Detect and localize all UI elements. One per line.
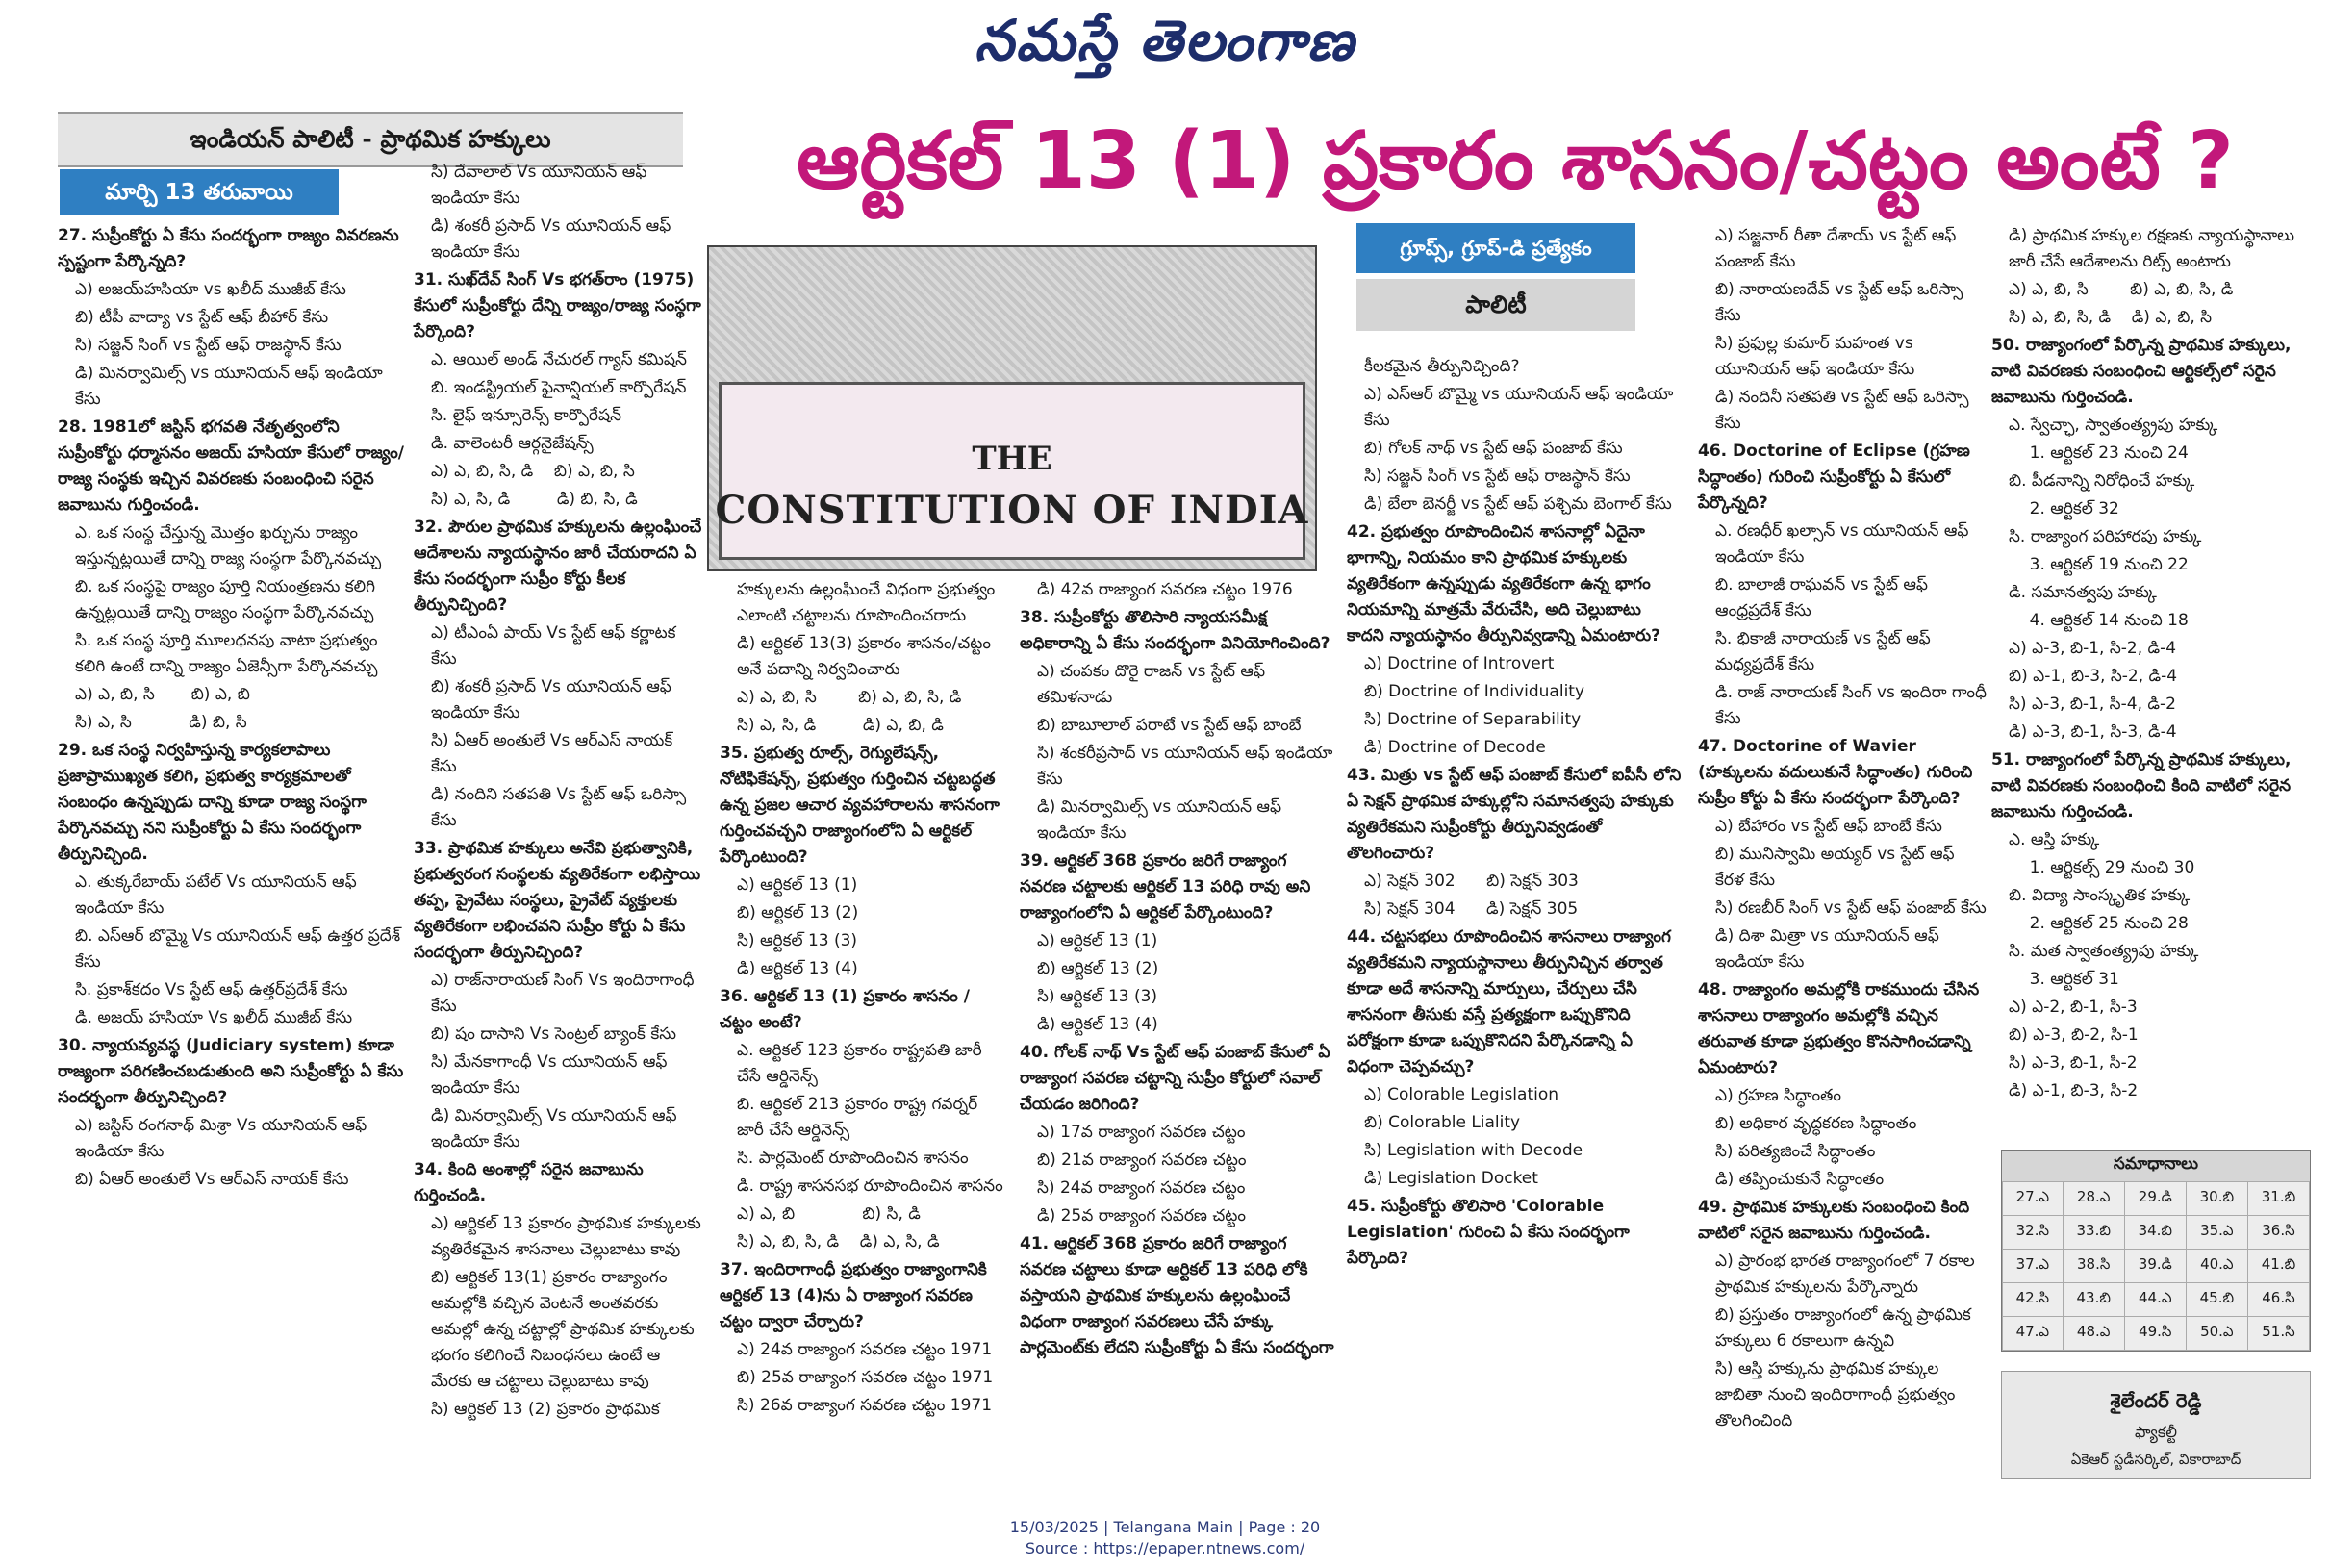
text-column-1	[58, 223, 410, 1474]
author-role: ఫ్యాకల్టీ	[2135, 1423, 2177, 1441]
answer-cell: 46.సి	[2247, 1283, 2309, 1317]
option-text: బి) 25వ రాజ్యాంగ సవరణ చట్టం 1971	[737, 1368, 994, 1387]
text-column-3	[720, 577, 1008, 1477]
option-text: 3. ఆర్టికల్ 31	[2009, 970, 2119, 989]
option-text: ఎ) జస్టిస్ రంగనాథ్ మిశ్రా Vs యూనియన్ ఆఫ్ ఇండియా కేసు	[75, 1116, 372, 1161]
question-text: 30. న్యాయవ్యవస్థ (Judiciary system) కూడా రాజ్యంగా పరిగణించబడుతుంది అని సుప్రీంకోర్టు ఏ కేసు సందర్భంగా తీర్పునిచ్చింది?	[58, 1036, 410, 1107]
question-text: 42. ప్రభుత్వం రూపొందించిన శాసనాల్లో ఏదైనా భాగాన్ని, నియమం కాని ప్రాథమిక హక్కులకు వ్యతిరేకంగా ఉన్నప్పుడు వ్యతిరేకంగా ఉన్న భాగం నియమాన్ని మాత్రమే వేరుచేసి, అది చెల్లుబాటు కాదని న్యాయస్థానం తీర్పునివ్వడాన్ని ఏమంటారు?	[1347, 522, 1660, 645]
question-text: 48. రాజ్యాంగం అమల్లోకి రాకముందు చేసిన శాసనాలు రాజ్యాంగం అమల్లోకి వచ్చిన తరువాత కూడా ప్రభుత్వం కొనసాగించడాన్ని ఏమంటారు?	[1698, 980, 1986, 1077]
option-text: బి. ఒక సంస్థపై రాజ్యం పూర్తి నియంత్రణను కలిగి ఉన్నట్లయితే దాన్ని రాజ్యం సంస్థగా పేర్కొనవచ్చు	[75, 577, 381, 622]
subject-tag: పాలిటీ	[1356, 279, 1635, 331]
option-text: డి) మినర్వామిల్స్ Vs యూనియన్ ఆఫ్ ఇండియా కేసు	[431, 1106, 683, 1151]
option-text: ఎ) ఎ, బి, సి, డి బి) ఎ, బి, సి	[431, 462, 635, 481]
option-text: ఎ) Doctrine of Introvert	[1364, 654, 1555, 673]
option-text: డి) ప్రాథమిక హక్కుల రక్షణకు న్యాయస్థానాలు జారీ చేసే ఆదేశాలను రిట్స్ అంటారు	[2009, 226, 2300, 271]
question-text: 51. రాజ్యాంగంలో పేర్కొన్న ప్రాథమిక హక్కులు, వాటి వివరణకు సంబంధించి కింది వాటిలో సరైన జవాబును గుర్తించండి.	[1991, 750, 2297, 822]
option-text: బి. విద్యా సాంస్కృతిక హక్కు	[2009, 886, 2191, 905]
option-text: బి) శంకరీ ప్రసాద్ Vs యూనియన్ ఆఫ్ ఇండియా కేసు	[431, 677, 677, 722]
option-text: సి. పార్లమెంట్ రూపొందించిన శాసనం	[737, 1149, 969, 1168]
text-column-4	[1020, 577, 1337, 1477]
option-text: డి) Doctrine of Decode	[1364, 738, 1546, 757]
answer-cell: 32.సి	[2003, 1216, 2064, 1250]
option-text: డి) శంకరీ ప్రసాద్ Vs యూనియన్ ఆఫ్ ఇండియా కేసు	[431, 216, 676, 262]
option-text: సి) Legislation with Decode	[1364, 1141, 1583, 1160]
answer-cell: 45.బి	[2186, 1283, 2247, 1317]
section-title: ఇండియన్ పాలిటీ - ప్రాథమిక హక్కులు	[58, 112, 683, 167]
option-text: సి) Doctrine of Separability	[1364, 710, 1582, 729]
answer-row	[2003, 1216, 2310, 1250]
answer-cell: 37.ఎ	[2003, 1250, 2064, 1283]
question-text: 34. కింది అంశాల్లో సరైన జవాబును గుర్తించండి.	[414, 1160, 649, 1205]
option-text: సి. లైఫ్ ఇన్సూరెన్స్ కార్పొరేషన్	[431, 406, 622, 425]
answer-cell: 39.డి	[2124, 1250, 2186, 1283]
option-text: డి) తప్పించుకునే సిద్ధాంతం	[1715, 1170, 1885, 1189]
option-text: బి) మునిస్వామి అయ్యర్ vs స్టేట్ ఆఫ్ కేరళ కేసు	[1715, 845, 1961, 890]
option-text: సి) ఆస్తి హక్కును ప్రాథమిక హక్కుల జాబితా నుంచి ఇందిరాగాంధీ ప్రభుత్వం తొలగించింది	[1715, 1359, 1961, 1430]
option-text: 1. ఆర్టికల్ 23 నుంచి 24	[2009, 443, 2189, 463]
continuation-tag: మార్చి 13 తరువాయి	[60, 169, 339, 215]
question-text: 28. 1981లో జస్టిస్ భగవతి నేతృత్వంలోని సుప్రీంకోర్టు ధర్మాసనం అజయ్ హసియా కేసులో రాజ్యం/రాజ్య సంస్థకు ఇచ్చిన వివరణకు సంబంధించి సరైన జవాబును గుర్తించండి.	[58, 417, 404, 515]
option-text: బి) ప్రస్తుతం రాజ్యాంగంలో ఉన్న ప్రాథమిక హక్కులు 6 రకాలుగా ఉన్నవి	[1715, 1305, 1977, 1351]
option-text: ఎ. ఆర్టికల్ 123 ప్రకారం రాష్ట్రపతి జారీ చేసే ఆర్డినెన్స్	[737, 1041, 988, 1086]
answer-cell: 30.బి	[2186, 1182, 2247, 1216]
answer-row	[2003, 1182, 2310, 1216]
option-text: డి) Legislation Docket	[1364, 1169, 1538, 1188]
option-text: డి) ఆర్టికల్ 13 (4)	[1037, 1015, 1158, 1034]
option-text: బి) బాబూలాల్ పరాటే vs స్టేట్ ఆఫ్ బాంబే	[1037, 716, 1302, 735]
option-text: సి) ఎ, బి, సి, డి డి) ఎ, బి, సి	[2009, 308, 2213, 327]
option-text: సి. ఒక సంస్థ పూర్తి మూలధనపు వాటా ప్రభుత్వం కలిగి ఉంటే దాన్ని రాజ్యం ఏజెన్సీగా పేర్కొనవచ్చు	[75, 631, 383, 676]
option-text: బి. ఆర్టికల్ 213 ప్రకారం రాష్ట్ర గవర్నర్ జారీ చేసే ఆర్డినెన్స్	[737, 1095, 983, 1140]
question-text: 37. ఇందిరాగాంధీ ప్రభుత్వం రాజ్యాంగానికి ఆర్టికల్ 13 (4)ను ఏ రాజ్యాంగ సవరణ చట్టం ద్వారా చేర్చారు?	[720, 1260, 993, 1331]
answer-cell: 43.బి	[2063, 1283, 2124, 1317]
option-text: డి) దిశా మిత్రా vs యూనియన్ ఆఫ్ ఇండియా కేసు	[1715, 926, 1945, 972]
option-text: డి) ఎ-3, బి-1, సి-3, డి-4	[2009, 722, 2177, 742]
newspaper-masthead: నమస్తే తెలంగాణ	[975, 8, 1355, 73]
option-text: సి) రణబీర్ సింగ్ vs స్టేట్ ఆఫ్ పంజాబ్ కేసు	[1715, 898, 1987, 918]
option-text: 2. ఆర్టికల్ 25 నుంచి 28	[2009, 914, 2189, 933]
option-text: డి) ఆర్టికల్ 13(3) ప్రకారం శాసనం/చట్టం అనే పదాన్ని నిర్వచించారు	[737, 634, 997, 679]
answer-cell: 40.ఎ	[2186, 1250, 2247, 1283]
option-text: ఎ) సెక్షన్ 302 బి) సెక్షన్ 303	[1364, 872, 1579, 891]
question-text: 41. ఆర్టికల్ 368 ప్రకారం జరిగే రాజ్యాంగ సవరణ చట్టాలు కూడా ఆర్టికల్ 13 పరిధి లోకి వస్తాయని ప్రాథమిక హక్కులను ఉల్లంఘించే విధంగా రాజ్యాంగ సవరణలు చేసే హక్కు పార్లమెంట్‌కు లేదని సుప్రీంకోర్టు ఏ కేసు సందర్భంగా	[1020, 1234, 1334, 1357]
answer-key-title: సమాధానాలు	[2002, 1151, 2310, 1181]
option-text: కీలకమైన తీర్పునిచ్చింది?	[1364, 357, 1520, 376]
answer-cell: 35.ఎ	[2186, 1216, 2247, 1250]
option-text: డి. సమానత్వపు హక్కు	[2009, 583, 2157, 602]
option-text: బి) ఆర్టికల్ 13 (2)	[737, 903, 859, 923]
text-column-2	[414, 160, 708, 1468]
option-text: సి) ఆర్టికల్ 13 (2) ప్రకారం ప్రాథమిక	[431, 1400, 660, 1419]
option-text: డి) ఆర్టికల్ 13 (4)	[737, 959, 858, 978]
answer-cell: 44.ఎ	[2124, 1283, 2186, 1317]
option-text: సి) ఎ, సి డి) బి, సి	[75, 713, 247, 732]
footer-date-page: 15/03/2025 | Telangana Main | Page : 20	[1009, 1518, 1321, 1536]
option-text: బి. ఎస్ఆర్ బొమ్మై Vs యూనియన్ ఆఫ్ ఉత్తర ప్రదేశ్ కేసు	[75, 926, 406, 972]
option-text: ఎ) ఎస్ఆర్ బొమ్మై vs యూనియన్ ఆఫ్ ఇండియా కేసు	[1364, 385, 1679, 430]
option-text: సి. ప్రకాశ్‌కదం Vs స్టేట్ ఆఫ్ ఉత్తర్‌ప్రదేశ్ కేసు	[75, 980, 348, 999]
option-text: 4. ఆర్టికల్ 14 నుంచి 18	[2009, 611, 2189, 630]
option-text: డి. వాలెంటరీ ఆర్గనైజేషన్స్	[431, 434, 594, 453]
option-text: సి) ఆర్టికల్ 13 (3)	[737, 931, 858, 950]
option-text: బి. ఇండస్ట్రియల్ ఫైనాన్షియల్ కార్పొరేషన్	[431, 378, 687, 397]
answer-cell: 31.బి	[2247, 1182, 2309, 1216]
question-text: 36. ఆర్టికల్ 13 (1) ప్రకారం శాసనం / చట్టం అంటే?	[720, 987, 975, 1032]
question-text: 38. సుప్రీంకోర్టు తొలిసారి న్యాయసమీక్ష అధికారాన్ని ఏ కేసు సందర్భంగా వినియోగించింది?	[1020, 608, 1330, 653]
footer-source: Source : https://epaper.ntnews.com/	[1025, 1539, 1305, 1557]
question-text: 29. ఒక సంస్థ నిర్వహిస్తున్న కార్యకలాపాలు ప్రజాప్రాముఖ్యత కలిగి, ప్రభుత్వ కార్యక్రమాలతో సంబంధం ఉన్నప్పుడు దాన్ని కూడా రాజ్య సంస్థగా పేర్కొనవచ్చు నని సుప్రీంకోర్టు ఏ కేసు సందర్భంగా తీర్పునిచ్చింది.	[58, 741, 372, 864]
option-text: ఎ) ఆర్టికల్ 13 ప్రకారం ప్రాథమిక హక్కులకు వ్యతిరేకమైన శాసనాలు చెల్లుబాటు కావు	[431, 1214, 707, 1259]
option-text: డి. రాష్ట్ర శాసనసభ రూపొందించిన శాసనం	[737, 1176, 1003, 1196]
option-text: బి) Doctrine of Individuality	[1364, 682, 1585, 701]
question-text: 45. సుప్రీంకోర్టు తొలిసారి 'Colorable Legislation' గురించి ఏ కేసు సందర్భంగా పేర్కొంది?	[1347, 1197, 1635, 1268]
option-text: ఎ) టీఎంఏ పాయ్ Vs స్టేట్ ఆఫ్ కర్ణాటక కేసు	[431, 623, 681, 669]
answer-row	[2003, 1283, 2310, 1317]
question-text: 40. గోలక్ నాథ్ Vs స్టేట్ ఆఫ్ పంజాబ్ కేసులో ఏ రాజ్యాంగ సవరణ చట్టాన్ని సుప్రీం కోర్టులో సవాల్ చేయడం జరిగింది?	[1020, 1043, 1336, 1114]
image-text-constitution: CONSTITUTION OF INDIA	[715, 488, 1309, 533]
option-text: ఎ. రణధీర్ ఖల్సాన్ vs యూనియన్ ఆఫ్ ఇండియా కేసు	[1715, 521, 1974, 567]
author-box	[2001, 1371, 2311, 1479]
question-text: 50. రాజ్యాంగంలో పేర్కొన్న ప్రాథమిక హక్కులు, వాటి వివరణకు సంబంధించి ఆర్టికల్స్‌లో సరైన జవాబును గుర్తించండి.	[1991, 336, 2297, 407]
image-text-the: THE	[972, 440, 1052, 478]
answer-key-table	[2002, 1181, 2310, 1351]
option-text: బి) 21వ రాజ్యాంగ సవరణ చట్టం	[1037, 1151, 1247, 1170]
answer-row	[2003, 1317, 2310, 1351]
option-text: ఎ) 24వ రాజ్యాంగ సవరణ చట్టం 1971	[737, 1340, 993, 1359]
option-text: ఎ) గ్రహణ సిద్ధాంతం	[1715, 1086, 1841, 1105]
option-text: బి) నారాయణదేవ్ vs స్టేట్ ఆఫ్ ఒరిస్సా కేసు	[1715, 280, 1968, 325]
question-text: 39. ఆర్టికల్ 368 ప్రకారం జరిగే రాజ్యాంగ సవరణ చట్టాలకు ఆర్టికల్ 13 పరిధి రావు అని రాజ్యాంగంలోని ఏ ఆర్టికల్ పేర్కొంటుంది?	[1020, 851, 1317, 923]
text-column-5	[1347, 354, 1687, 1479]
option-text: హక్కులను ఉల్లంఘించే విధంగా ప్రభుత్వం ఎలాంటి చట్టాలను రూపొందించరాదు	[737, 580, 1000, 625]
option-text: సి) ఎ, బి, సి, డి డి) ఎ, సి, డి	[737, 1232, 940, 1252]
option-text: ఎ) చంపకం దొరై రాజన్ vs స్టేట్ ఆఫ్ తమిళనాడు	[1037, 662, 1271, 707]
question-text: 31. సుఖ్‌దేవ్ సింగ్ Vs భగత్‌రాం (1975) కేసులో సుప్రీంకోర్టు దేన్ని రాజ్యం/రాజ్య సంస్థగా పేర్కొంది?	[414, 270, 707, 341]
option-text: ఎ) బేహారం vs స్టేట్ ఆఫ్ బాంబే కేసు	[1715, 817, 1942, 836]
option-text: ఎ) 17వ రాజ్యాంగ సవరణ చట్టం	[1037, 1123, 1246, 1142]
author-organization: ఏకెఆర్ స్టడీసర్కిల్, వికారాబాద్	[2070, 1451, 2241, 1468]
option-text: బి) టీపీ వాద్యా vs స్టేట్ ఆఫ్ బీహార్ కేసు	[75, 308, 329, 327]
option-text: ఎ. తుక్కరేబాయ్ పటేల్ Vs యూనియన్ ఆఫ్ ఇండియా కేసు	[75, 873, 363, 918]
option-text: 3. ఆర్టికల్ 19 నుంచి 22	[2009, 555, 2189, 574]
option-text: ఎ) ఎ, బి బి) సి, డి	[737, 1204, 921, 1224]
option-text: బి) Colorable Liality	[1364, 1113, 1521, 1132]
question-text: 35. ప్రభుత్వ రూల్స్, రెగ్యులేషన్స్, నోటిఫికేషన్స్, ప్రభుత్వం గుర్తించిన చట్టబద్ధత ఉన్న ప్రజల ఆచార వ్యవహారాలను శాసనంగా గుర్తించవచ్చని రాజ్యాంగంలోని ఏ ఆర్టికల్ పేర్కొంటుంది?	[720, 744, 1005, 867]
option-text: సి) శంకరీప్రసాద్ vs యూనియన్ ఆఫ్ ఇండియా కేసు	[1037, 744, 1338, 789]
option-text: సి) సెక్షన్ 304 డి) సెక్షన్ 305	[1364, 899, 1579, 919]
option-text: సి) సజ్జన్ సింగ్ vs స్టేట్ ఆఫ్ రాజస్థాన్ కేసు	[75, 336, 342, 355]
option-text: డి) ఎ-1, బి-3, సి-2	[2009, 1081, 2139, 1100]
answer-cell: 41.బి	[2247, 1250, 2309, 1283]
option-text: సి) సజ్జన్ సింగ్ vs స్టేట్ ఆఫ్ రాజస్థాన్ కేసు	[1364, 467, 1631, 486]
option-text: ఎ) ఎ, బి, సి బి) ఎ, బి, సి, డి	[2009, 280, 2234, 299]
answer-cell: 27.ఎ	[2003, 1182, 2064, 1216]
answer-key-box	[2001, 1150, 2311, 1352]
option-text: బి) గోలక్ నాథ్ vs స్టేట్ ఆఫ్ పంజాబ్ కేసు	[1364, 439, 1623, 458]
answer-cell: 48.ఎ	[2063, 1317, 2124, 1351]
option-text: సి) పరిత్యజించే సిద్ధాంతం	[1715, 1142, 1876, 1161]
option-text: సి. భికాజీ నారాయణ్ vs స్టేట్ ఆఫ్ మధ్యప్రదేశ్ కేసు	[1715, 629, 1937, 674]
question-text: 33. ప్రాథమిక హక్కులు అనేవి ప్రభుత్వానికి, ప్రభుత్వరంగ సంస్థలకు వ్యతిరేకంగా లభిస్తాయి తప్ప, ప్రైవేటు సంస్థలు, ప్రైవేట్ వ్యక్తులకు వ్యతిరేకంగా లభించవని సుప్రీం కోర్టు ఏ కేసు సందర్భంగా తీర్పునిచ్చింది?	[414, 839, 706, 962]
page-footer	[0, 1517, 2330, 1559]
constitution-cover-image	[707, 245, 1317, 571]
option-text: సి) మేనకాగాంధీ Vs యూనియన్ ఆఫ్ ఇండియా కేసు	[431, 1052, 672, 1098]
option-text: ఎ. ఆస్తి హక్కు	[2009, 830, 2100, 849]
option-text: డి. రాజ్ నారాయణ్ సింగ్ vs ఇందిరా గాంధీ కేసు	[1715, 683, 1992, 728]
answer-cell: 29.డి	[2124, 1182, 2186, 1216]
option-text: డి) మినర్వామిల్స్ vs యూనియన్ ఆఫ్ ఇండియా కేసు	[75, 364, 389, 409]
answer-cell: 36.సి	[2247, 1216, 2309, 1250]
option-text: డి) నందినీ సతపతి vs స్టేట్ ఆఫ్ ఒరిస్సా కేసు	[1715, 388, 1974, 433]
option-text: సి) దేవాలాల్ Vs యూనియన్ ఆఫ్ ఇండియా కేసు	[431, 163, 652, 208]
question-text: 46. Doctorine of Eclipse (గ్రహణ సిద్ధాంతం) గురించి సుప్రీంకోర్టు ఏ కేసులో పేర్కొన్నది?	[1698, 442, 1976, 513]
option-text: డి) మినర్వామిల్స్ vs యూనియన్ ఆఫ్ ఇండియా కేసు	[1037, 797, 1287, 843]
question-text: 49. ప్రాథమిక హక్కులకు సంబంధించి కింది వాటిలో సరైన జవాబును గుర్తించండి.	[1698, 1198, 1976, 1243]
option-text: డి) 25వ రాజ్యాంగ సవరణ చట్టం	[1037, 1206, 1247, 1226]
question-text: 32. పౌరుల ప్రాథమిక హక్కులను ఉల్లంఘించే ఆదేశాలను న్యాయస్థానం జారీ చేయరాదని ఏ కేసు సందర్భంగా సుప్రీం కోర్టు కీలక తీర్పునిచ్చింది?	[414, 518, 708, 615]
option-text: ఎ. స్వేచ్ఛా, స్వాతంత్య్రపు హక్కు	[2009, 416, 2218, 435]
option-text: ఎ. ఒక సంస్థ చేస్తున్న మొత్తం ఖర్చును రాజ్యం ఇస్తున్నట్లయితే దాన్ని రాజ్య సంస్థగా పేర్కొనవచ్చు	[75, 523, 382, 569]
question-text: 44. చట్టసభలు రూపొందించిన శాసనాలు రాజ్యాంగ వ్యతిరేకమని న్యాయస్థానాలు తీర్పునిచ్చిన తర్వాత కూడా అదే శాసనాన్ని మార్పులు, చేర్పులు చేసి శాసనంగా తీసుకు వస్తే ప్రత్యక్షంగా ఒప్పుకొనిది పరోక్షంగా కూడా ఒప్పుకొనిదని పేర్కొనడాన్ని ఏ విధంగా చెప్పవచ్చు?	[1347, 927, 1677, 1076]
option-text: బి) ఎ-3, బి-2, సి-1	[2009, 1025, 2139, 1045]
option-text: సి. మత స్వాతంత్య్రపు హక్కు	[2009, 942, 2199, 961]
option-text: ఎ) ఆర్టికల్ 13 (1)	[1037, 931, 1158, 950]
option-text: బి) ఆర్టికల్ 13 (2)	[1037, 959, 1159, 978]
option-text: సి) 26వ రాజ్యాంగ సవరణ చట్టం 1971	[737, 1396, 993, 1415]
answer-cell: 51.సి	[2247, 1317, 2309, 1351]
option-text: 2. ఆర్టికల్ 32	[2009, 499, 2119, 518]
option-text: ఎ) రాజ్‌నారాయణ్ సింగ్ Vs ఇందిరాగాంధీ కేసు	[431, 971, 699, 1016]
option-text: బి) ఆర్టికల్ 13(1) ప్రకారం రాజ్యాంగం అమల్లోకి వచ్చిన వెంటనే అంతవరకు అమల్లో ఉన్న చట్టాల్లో ప్రాథమిక హక్కులకు భంగం కలిగించే నిబంధనలు ఉంటే ఆ మేరకు ఆ చట్టాలు చెల్లుబాటు కావు	[431, 1268, 699, 1391]
answer-cell: 34.బి	[2124, 1216, 2186, 1250]
answer-cell: 33.బి	[2063, 1216, 2124, 1250]
option-text: డి. అజయ్ హసియా Vs ఖలీద్ ముజీబ్ కేసు	[75, 1008, 353, 1027]
option-text: డి) 42వ రాజ్యాంగ సవరణ చట్టం 1976	[1037, 580, 1293, 599]
answer-cell: 50.ఎ	[2186, 1317, 2247, 1351]
answer-cell: 49.సి	[2124, 1317, 2186, 1351]
option-text: 1. ఆర్టికల్స్ 29 నుంచి 30	[2009, 858, 2195, 877]
option-text: ఎ) ఆర్టికల్ 13 (1)	[737, 875, 858, 895]
option-text: బి) షం దాసాని Vs సెంట్రల్ బ్యాంక్ కేసు	[431, 1024, 677, 1044]
option-text: బి) అధికార వృద్ధకరణ సిద్ధాంతం	[1715, 1114, 1917, 1133]
group-tag: గ్రూప్స్, గ్రూప్-డి ప్రత్యేకం	[1356, 223, 1635, 273]
answer-cell: 28.ఎ	[2063, 1182, 2124, 1216]
option-text: ఎ) ఎ-3, బి-1, సి-2, డి-4	[2009, 639, 2177, 658]
option-text: ఎ) అజయ్‌హసియా vs ఖలీద్ ముజీబ్ కేసు	[75, 280, 346, 299]
author-name: శైలేందర్ రెడ్డి	[2110, 1389, 2202, 1412]
option-text: ఎ) సజ్జనార్ రీతా దేశాయ్ vs స్టేట్ ఆఫ్ పంజాబ్ కేసు	[1715, 226, 1962, 271]
option-text: ఎ) ఎ, బి, సి బి) ఎ, బి, సి, డి	[737, 688, 962, 707]
option-text: ఎ) ఎ, బి, సి బి) ఎ, బి	[75, 685, 250, 704]
answer-cell: 47.ఎ	[2003, 1317, 2064, 1351]
option-text: సి) ఎ-3, బి-1, సి-2	[2009, 1053, 2138, 1073]
option-text: సి) ఎ, సి, డి డి) ఎ, బి, డి	[737, 716, 944, 735]
answer-row	[2003, 1250, 2310, 1283]
article-headline: ఆర్టికల్ 13 (1) ప్రకారం శాసనం/చట్టం అంటే ?	[797, 115, 2234, 207]
question-text: 27. సుప్రీంకోర్టు ఏ కేసు సందర్భంగా రాజ్యం వివరణను స్పష్టంగా పేర్కొన్నది?	[58, 226, 405, 271]
option-text: సి) ఏఆర్ అంతులే Vs ఆర్ఎస్ నాయక్ కేసు	[431, 731, 678, 776]
option-text: సి) ప్రఫుల్ల కుమార్ మహంత vs యూనియన్ ఆఫ్ ఇండియా కేసు	[1715, 334, 1919, 379]
option-text: సి) ఆర్టికల్ 13 (3)	[1037, 987, 1158, 1006]
question-text: 47. Doctorine of Wavier (హక్కులను వదులుకునే సిద్ధాంతం) గురించి సుప్రీం కోర్టు ఏ కేసు సందర్భంగా పేర్కొంది?	[1698, 737, 1979, 808]
option-text: ఎ) Colorable Legislation	[1364, 1085, 1559, 1104]
option-text: బి) ఎ-1, బి-3, సి-2, డి-4	[2009, 667, 2178, 686]
text-column-7	[1991, 223, 2314, 1147]
option-text: సి) ఎ, సి, డి డి) బి, సి, డి	[431, 490, 638, 509]
answer-cell: 42.సి	[2003, 1283, 2064, 1317]
option-text: ఎ. ఆయిల్ అండ్ నేచురల్ గ్యాస్ కమిషన్	[431, 350, 687, 369]
option-text: డి) బేలా బెనర్జీ vs స్టేట్ ఆఫ్ పశ్చిమ బెంగాల్ కేసు	[1364, 494, 1672, 514]
option-text: డి) నందిని సతపతి Vs స్టేట్ ఆఫ్ ఒరిస్సా కేసు	[431, 785, 692, 830]
option-text: బి) ఏఆర్ అంతులే Vs ఆర్ఎస్ నాయక్ కేసు	[75, 1170, 349, 1189]
option-text: బి. పీడనాన్ని నిరోధించే హక్కు	[2009, 471, 2195, 491]
question-text: 43. మిత్రు vs స్టేట్ ఆఫ్ పంజాబ్ కేసులో ఐపీసీ లోని ఏ సెక్షన్ ప్రాథమిక హక్కుల్లోని సమానత్వపు హక్కుకు వ్యతిరేకమని సుప్రీంకోర్టు తీర్పునివ్వడంతో తొలగించారు?	[1347, 766, 1687, 863]
option-text: సి) 24వ రాజ్యాంగ సవరణ చట్టం	[1037, 1178, 1246, 1198]
option-text: బి. బాలాజీ రాఘవన్ vs స్టేట్ ఆఫ్ ఆంధ్రప్రదేశ్ కేసు	[1715, 575, 1934, 620]
option-text: సి) ఎ-3, బి-1, సి-4, డి-2	[2009, 695, 2176, 714]
answer-cell: 38.సి	[2063, 1250, 2124, 1283]
option-text: ఎ) ఎ-2, బి-1, సి-3	[2009, 998, 2138, 1017]
option-text: సి. రాజ్యాంగ పరిహారపు హక్కు	[2009, 527, 2202, 546]
option-text: ఎ) ప్రారంభ భారత రాజ్యాంగంలో 7 రకాల ప్రాథమిక హక్కులను పేర్కొన్నారు	[1715, 1252, 1981, 1297]
text-column-6	[1698, 223, 1992, 1479]
